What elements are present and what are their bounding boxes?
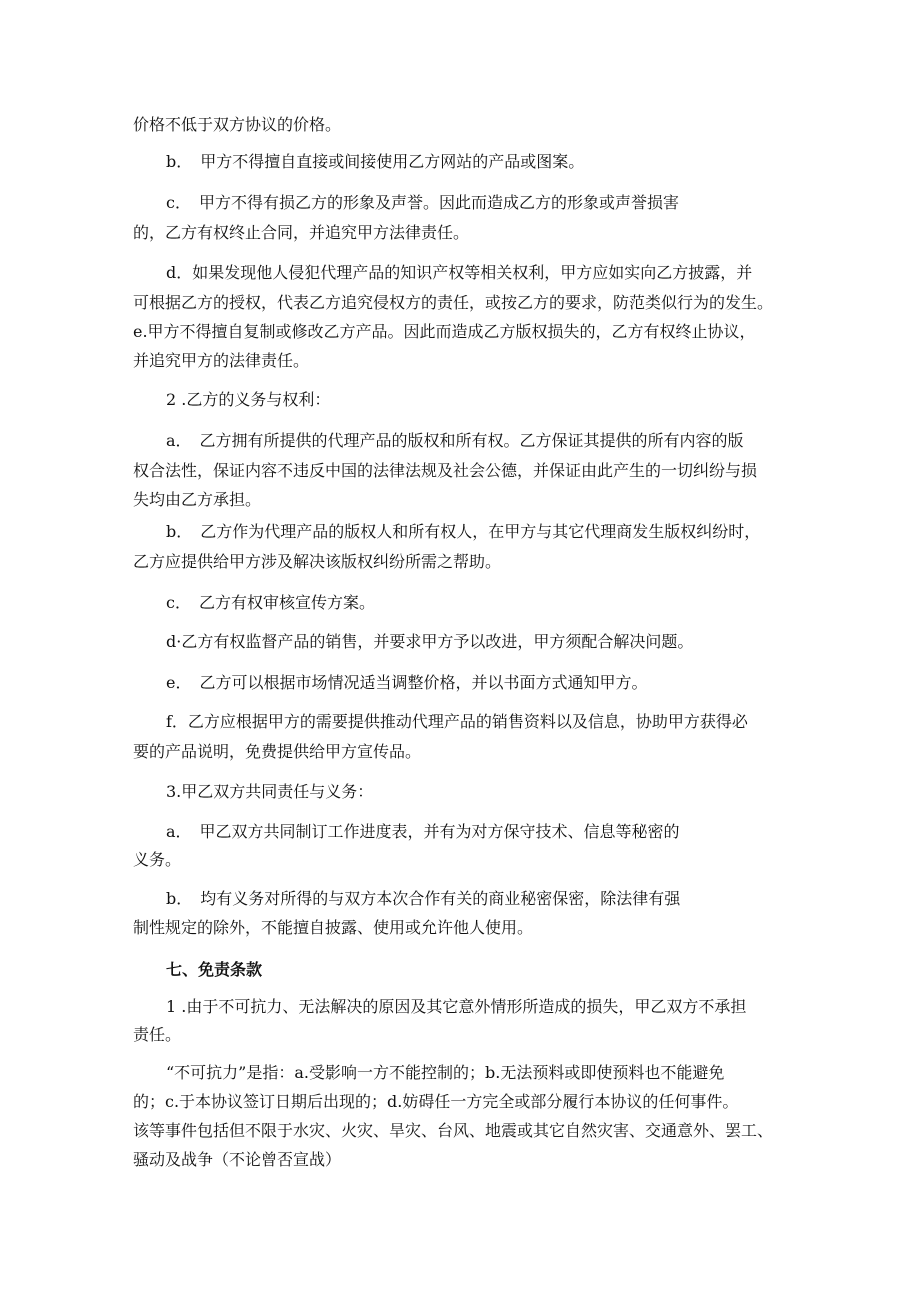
clause-b-line: b． 均有义务对所得的与双方本次合作有关的商业秘密保密，除法律有强 [166, 889, 681, 908]
paragraph-line: 价格不低于双方协议的价格。 [133, 115, 342, 134]
section-heading-2: 2 .乙方的义务与权利： [166, 390, 331, 409]
clause-a-line: a． 甲乙双方共同制订工作进度表，并有为对方保守技术、信息等秘密的 [166, 822, 680, 841]
section-heading-3: 3.甲乙双方共同责任与义务： [166, 782, 374, 801]
paragraph-line: 可根据乙方的授权，代表乙方追究侵权方的责任，或按乙方的要求，防范类似行为的发生。 [133, 293, 774, 312]
clause-b-line: b． 甲方不得擅自直接或间接使用乙方网站的产品或图案。 [166, 152, 585, 171]
clause-b-line: b． 乙方作为代理产品的版权人和所有权人，在甲方与其它代理商发生版权纠纷时， [166, 522, 761, 541]
paragraph-line: 该等事件包括但不限于水灾、火灾、旱灾、台风、地震或其它自然灾害、交通意外、罢工、 [133, 1121, 774, 1140]
paragraph-line: 权合法性，保证内容不违反中国的法律法规及社会公德，并保证由此产生的一切纠纷与损 [133, 461, 758, 480]
force-majeure-line: “不可抗力”是指：a.受影响一方不能控制的；b.无法预料或即使预料也不能避免 [166, 1063, 725, 1082]
paragraph-line: 义务。 [133, 850, 182, 869]
paragraph-line: 并追究甲方的法律责任。 [133, 351, 310, 370]
paragraph-line: 的，乙方有权终止合同，并追究甲方法律责任。 [133, 223, 470, 242]
clause-c-line: c． 乙方有权审核宣传方案。 [166, 593, 375, 612]
paragraph-line: 责任。 [133, 1025, 182, 1044]
clause-e-line: e． 乙方可以根据市场情况适当调整价格，并以书面方式通知甲方。 [166, 673, 648, 692]
paragraph-line: 制性规定的除外，不能擅自披露、使用或允许他人使用。 [133, 918, 534, 937]
paragraph-line: 乙方应提供给甲方涉及解决该版权纠纷所需之帮助。 [133, 552, 502, 571]
section-heading-exemption: 七、免责条款 [166, 960, 263, 979]
clause-a-line: a． 乙方拥有所提供的代理产品的版权和所有权。乙方保证其提供的所有内容的版 [166, 431, 744, 450]
clause-d-line: d·乙方有权监督产品的销售，并要求甲方予以改进，甲方须配合解决问题。 [166, 632, 694, 651]
paragraph-line: 的；c.于本协议签订日期后出现的；d.妨碍任一方完全或部分履行本协议的任何事件。 [133, 1092, 739, 1111]
paragraph-line: 失均由乙方承担。 [133, 490, 262, 509]
paragraph-line: 要的产品说明，免费提供给甲方宣传品。 [133, 742, 422, 761]
clause-e-line: e.甲方不得擅自复制或修改乙方产品。因此而造成乙方版权损失的，乙方有权终止协议， [133, 322, 756, 341]
clause-1-line: 1 .由于不可抗力、无法解决的原因及其它意外情形所造成的损失，甲乙双方不承担 [166, 997, 747, 1016]
clause-c-line: c． 甲方不得有损乙方的形象及声誉。因此而造成乙方的形象或声誉损害 [166, 193, 679, 212]
paragraph-line: 骚动及战争（不论曾否宣战） [133, 1150, 342, 1169]
clause-f-line: f．乙方应根据甲方的需要提供推动代理产品的销售资料以及信息，协助甲方获得必 [166, 712, 748, 731]
clause-d-line: d．如果发现他人侵犯代理产品的知识产权等相关权利，甲方应如实向乙方披露，并 [166, 263, 753, 282]
